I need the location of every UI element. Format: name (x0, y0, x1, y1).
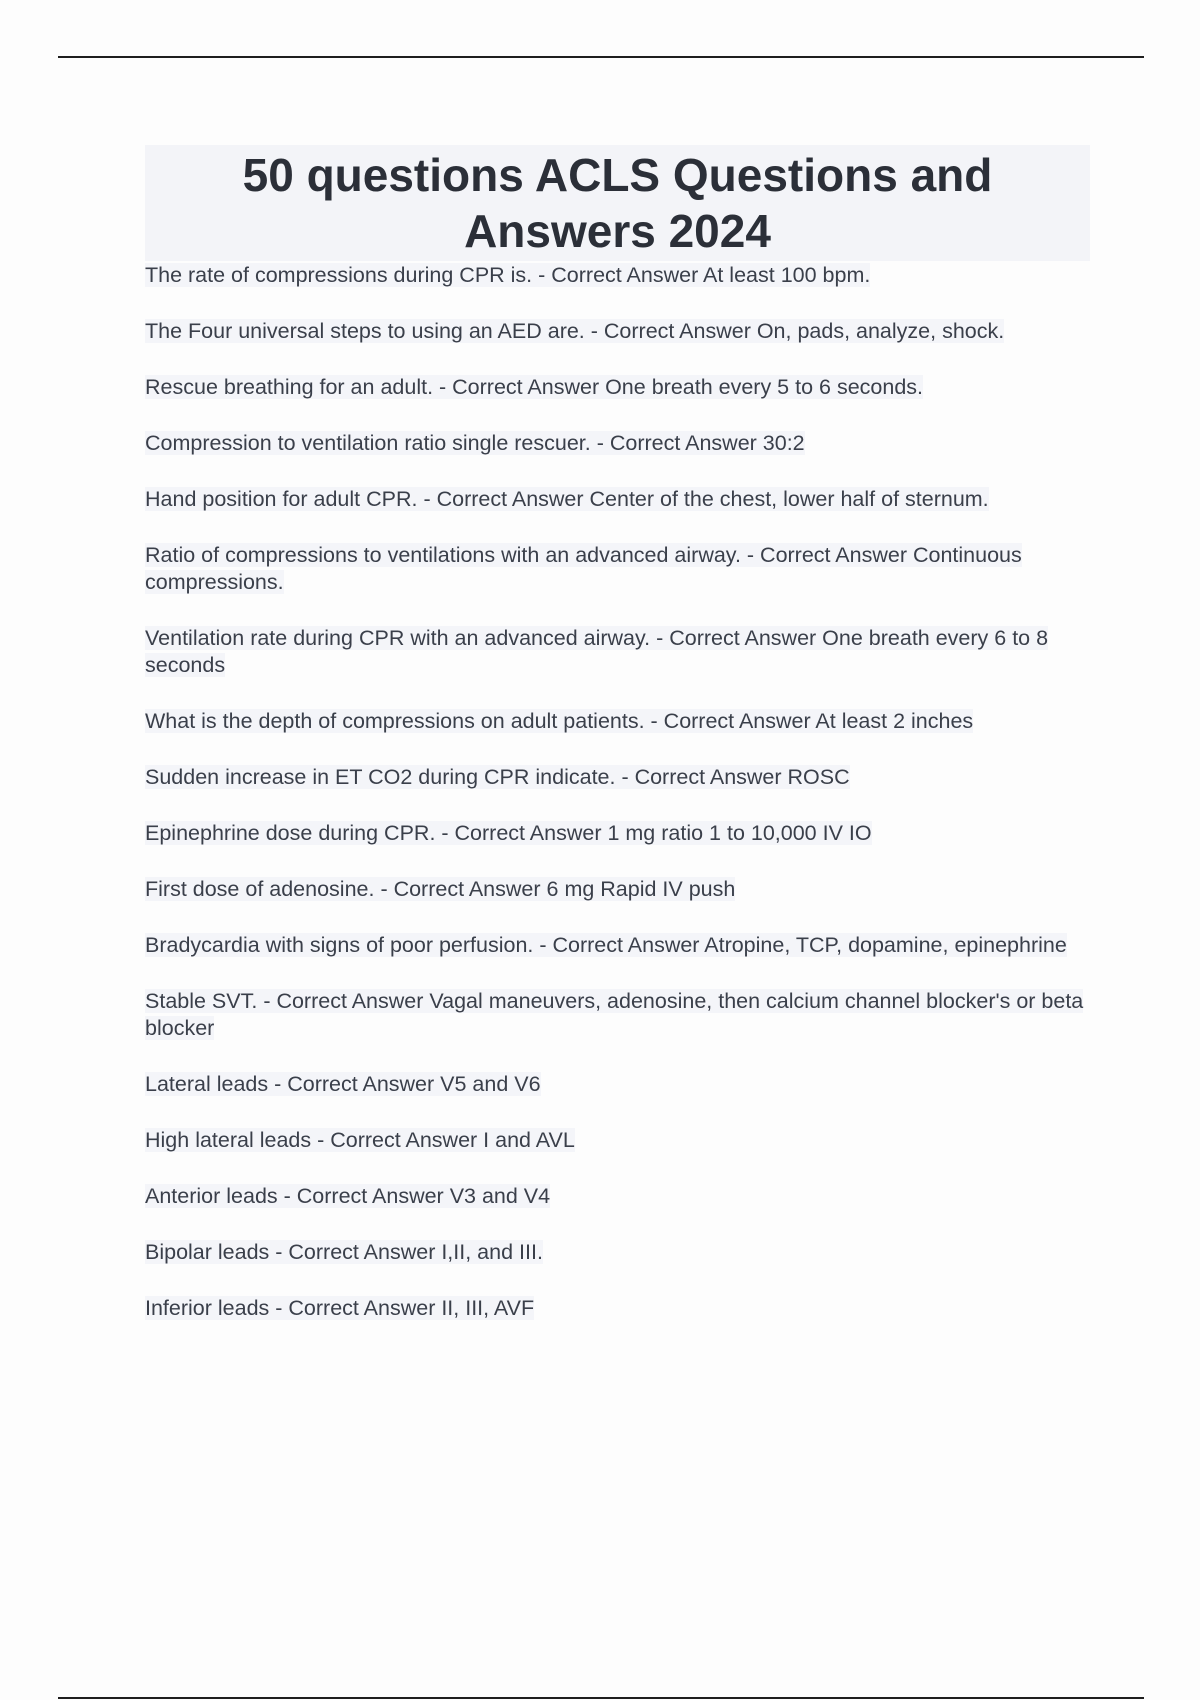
document-title: 50 questions ACLS Questions and Answers 2024 (242, 149, 993, 257)
qa-item (145, 820, 1090, 847)
qa-text: Ventilation rate during CPR with an advanced airway. - Correct Answer One breath every 6 to 8 seconds (145, 626, 1049, 677)
qa-item (145, 1071, 1090, 1098)
qa-item (145, 542, 1090, 596)
qa-list (145, 262, 1090, 1322)
qa-item (145, 932, 1090, 959)
qa-text: Compression to ventilation ratio single rescuer. - Correct Answer 30:2 (145, 431, 805, 455)
qa-item (145, 430, 1090, 457)
qa-text: Sudden increase in ET CO2 during CPR indicate. - Correct Answer ROSC (145, 765, 850, 789)
qa-text: First dose of adenosine. - Correct Answer 6 mg Rapid IV push (145, 877, 736, 901)
qa-text: Epinephrine dose during CPR. - Correct Answer 1 mg ratio 1 to 10,000 IV IO (145, 821, 872, 845)
qa-text: Lateral leads - Correct Answer V5 and V6 (145, 1072, 541, 1096)
qa-item (145, 1295, 1090, 1322)
qa-item (145, 876, 1090, 903)
qa-text: Bradycardia with signs of poor perfusion. - Correct Answer Atropine, TCP, dopamine, epinephrine (145, 933, 1067, 957)
qa-text: The rate of compressions during CPR is. - Correct Answer At least 100 bpm. (145, 263, 871, 287)
qa-text: Bipolar leads - Correct Answer I,II, and III. (145, 1240, 543, 1264)
qa-item (145, 708, 1090, 735)
qa-text: Inferior leads - Correct Answer II, III, AVF (145, 1296, 535, 1320)
qa-item (145, 262, 1090, 289)
qa-item (145, 1239, 1090, 1266)
qa-text: High lateral leads - Correct Answer I and AVL (145, 1128, 575, 1152)
qa-text: The Four universal steps to using an AED are. - Correct Answer On, pads, analyze, shock. (145, 319, 1005, 343)
qa-text: Rescue breathing for an adult. - Correct Answer One breath every 5 to 6 seconds. (145, 375, 923, 399)
qa-text: Stable SVT. - Correct Answer Vagal maneuvers, adenosine, then calcium channel blocker's or beta blocker (145, 989, 1084, 1040)
qa-item (145, 486, 1090, 513)
page-content (145, 145, 1090, 1351)
qa-text: Ratio of compressions to ventilations with an advanced airway. - Correct Answer Continuous compressions. (145, 543, 1022, 594)
qa-item (145, 764, 1090, 791)
qa-item (145, 318, 1090, 345)
qa-item (145, 1127, 1090, 1154)
qa-text: What is the depth of compressions on adult patients. - Correct Answer At least 2 inches (145, 709, 974, 733)
qa-text: Hand position for adult CPR. - Correct Answer Center of the chest, lower half of sternum. (145, 487, 989, 511)
qa-item (145, 374, 1090, 401)
qa-item (145, 625, 1090, 679)
qa-text: Anterior leads - Correct Answer V3 and V4 (145, 1184, 551, 1208)
title-box (145, 145, 1090, 261)
top-rule (58, 56, 1144, 58)
bottom-rule (58, 1697, 1144, 1699)
qa-item (145, 988, 1090, 1042)
qa-item (145, 1183, 1090, 1210)
